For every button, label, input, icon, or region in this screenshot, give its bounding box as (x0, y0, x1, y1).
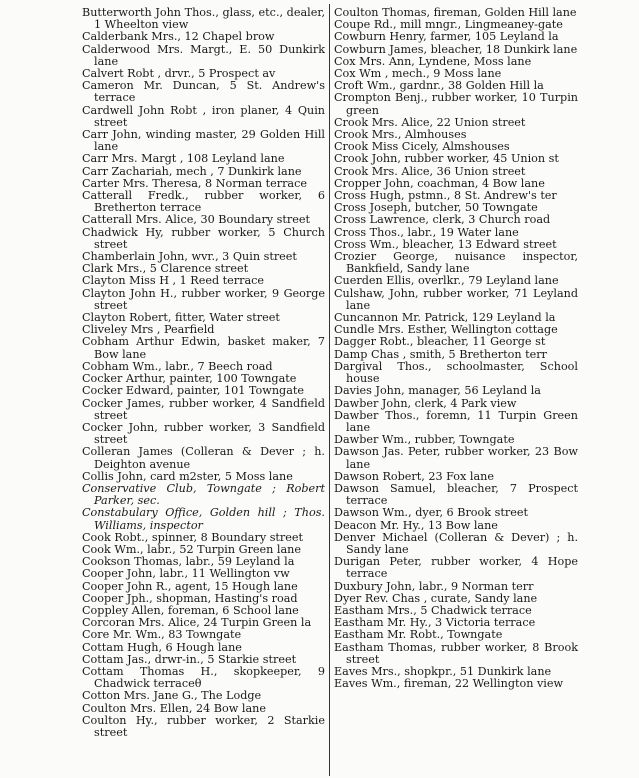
directory-entry: Colleran James (Colleran & Dever ; h. Deighton avenue (82, 445, 325, 471)
directory-entry: Cobham Arthur Edwin, basket maker, 7 Bow lane (82, 335, 325, 361)
directory-entry: Conservative Club, Towngate ; Robert Parker, sec. (82, 481, 325, 508)
directory-entry: Cross Joseph, butcher, 50 Towngate (334, 201, 538, 215)
directory-entry: Culshaw, John, rubber worker, 71 Leyland lane (334, 286, 578, 312)
directory-entry: Core Mr. Wm., 83 Towngate (82, 628, 242, 642)
column-divider (329, 4, 330, 776)
directory-entry: Damp Chas , smith, 5 Bretherton terr (334, 347, 547, 361)
directory-entry: Eastham Mr. Robt., Towngate (334, 628, 503, 642)
directory-entry: Dawson Samuel, bleacher, 7 Prospect terrace (334, 481, 578, 508)
directory-entry: Deacon Mr. Hy., 13 Bow lane (334, 518, 498, 532)
directory-entry: Cardwell John Robt , iron planer, 4 Quin street (82, 103, 325, 129)
directory-entry: Cuncannon Mr. Patrick, 129 Leyland la (334, 311, 556, 325)
directory-entry: Cook Wm., labr., 52 Turpin Green lane (82, 542, 302, 556)
directory-entry: Cropper John, coachman, 4 Bow lane (334, 176, 545, 190)
directory-entry: Crook Miss Cicely, Almshouses (334, 140, 510, 154)
directory-entry: Crook Mrs., Almhouses (334, 128, 467, 142)
right-column (334, 7, 578, 690)
directory-entry: Clayton Miss H , 1 Reed terrace (82, 274, 265, 288)
directory-entry: Cross Thos., labr., 19 Water lane (334, 225, 519, 239)
directory-entry: Croft Wm., gardnr., 38 Golden Hill la (334, 79, 544, 93)
directory-entry: Crozier George, nuisance inspector, Bankfield, Sandy lane (334, 250, 578, 276)
directory-entry: Clark Mrs., 5 Clarence street (82, 262, 249, 276)
directory-entry: Carr Mrs. Margt , 108 Leyland lane (82, 152, 285, 166)
directory-entry: Catterall Fredk., rubber worker, 6 Bretherton terrace (82, 189, 325, 215)
directory-entry: Cox Mrs. Ann, Lyndene, Moss lane (334, 54, 532, 68)
directory-entry: Clayton John H., rubber worker, 9 George street (82, 286, 325, 312)
directory-entry: Collis John, card m2ster, 5 Moss lane (82, 469, 293, 483)
directory-entry: Cowburn Henry, farmer, 105 Leyland la (334, 30, 559, 44)
directory-entry: Cliveley Mrs , Pearfield (82, 323, 215, 337)
directory-entry: Carr Zachariah, mech , 7 Dunkirk lane (82, 164, 302, 178)
directory-entry: Coulton Hy., rubber worker, 2 Starkie street (82, 713, 325, 739)
directory-entry: Cooper John, labr., 11 Wellington vw (82, 567, 290, 581)
directory-entry: Cameron Mr. Duncan, 5 St. Andrew's terrace (82, 79, 325, 105)
directory-entry: Eaves Mrs., shopkpr., 51 Dunkirk lane (334, 664, 552, 678)
directory-entry: Eastham Mr. Hy., 3 Victoria terrace (334, 616, 536, 630)
directory-entry: Cross Lawrence, clerk, 3 Church road (334, 213, 551, 227)
directory-entry: Dawber Wm., rubber, Towngate (334, 433, 515, 447)
directory-entry: Dawber John, clerk, 4 Park view (334, 396, 517, 410)
directory-entry: Carter Mrs. Theresa, 8 Norman terrace (82, 176, 307, 190)
directory-entry: Cocker James, rubber worker, 4 Sandfield street (82, 396, 325, 422)
directory-entry: Cross Wm., bleacher, 13 Edward street (334, 237, 557, 251)
directory-entry: Chamberlain John, wvr., 3 Quin street (82, 250, 297, 264)
directory-entry: Cottam Jas., drwr-in., 5 Starkie street (82, 652, 297, 666)
directory-entry: Cuerden Ellis, overlkr., 79 Leyland lane (334, 274, 559, 288)
directory-entry: Cobham Wm., labr., 7 Beech road (82, 359, 273, 373)
directory-entry: Coulton Thomas, fireman, Golden Hill lane (334, 6, 577, 19)
directory-entry: Dagger Robt., bleacher, 11 George st (334, 335, 546, 349)
directory-entry: Denver Michael (Colleran & Dever) ; h. Sandy lane (334, 530, 578, 556)
directory-entry: Chadwick Hy, rubber worker, 5 Church street (82, 225, 325, 251)
directory-entry: Cooper John R., agent, 15 Hough lane (82, 579, 298, 593)
directory-entry: Cotton Mrs. Jane G., The Lodge (82, 689, 262, 703)
directory-entry: Crook Mrs. Alice, 22 Union street (334, 115, 526, 129)
directory-entry: Eastham Mrs., 5 Chadwick terrace (334, 603, 532, 617)
directory-entry: Dawson Robert, 23 Fox lane (334, 469, 494, 483)
directory-entry: Calderwood Mrs. Margt., E. 50 Dunkirk lane (82, 42, 325, 68)
directory-entry: Duxbury John, labr., 9 Norman terr (334, 579, 534, 593)
directory-entry: Catterall Mrs. Alice, 30 Boundary street (82, 213, 310, 227)
directory-entry: Cocker Edward, painter, 101 Towngate (82, 384, 304, 398)
directory-entry: Eastham Thomas, rubber worker, 8 Brook street (334, 640, 578, 666)
directory-entry: Coppley Allen, foreman, 6 School lane (82, 603, 299, 617)
directory-entry: Coulton Mrs. Ellen, 24 Bow lane (82, 701, 266, 715)
directory-entry: Dargival Thos., schoolmaster, School house (334, 359, 578, 386)
directory-entry: Calderbank Mrs., 12 Chapel brow (82, 30, 275, 44)
directory-entry: Crook John, rubber worker, 45 Union st (334, 152, 559, 166)
left-column (82, 7, 325, 739)
directory-entry: Coupe Rd., mill mngr., Lingmeaney-gate (334, 18, 563, 32)
directory-entry: Clayton Robert, fitter, Water street (82, 311, 280, 325)
directory-entry: Dyer Rev. Chas , curate, Sandy lane (334, 591, 538, 605)
directory-entry: Dawson Wm., dyer, 6 Brook street (334, 506, 528, 520)
directory-entry: Corcoran Mrs. Alice, 24 Turpin Green la (82, 616, 312, 630)
directory-entry: Constabulary Office, Golden hill ; Thos. Williams, inspector (82, 506, 325, 532)
directory-entry: Cooper Jph., shopman, Hasting's road (82, 591, 298, 605)
directory-entry: Calvert Robt , drvr., 5 Prospect av (82, 67, 276, 81)
directory-entry: Cross Hugh, pstmn., 8 St. Andrew's ter (334, 189, 557, 203)
directory-entry: Dawson Jas. Peter, rubber worker, 23 Bow lane (334, 445, 578, 471)
directory-entry: Carr John, winding master, 29 Golden Hill lane (82, 128, 325, 154)
directory-entry: Cowburn James, bleacher, 18 Dunkirk lane (334, 42, 578, 56)
directory-entry: Crompton Benj., rubber worker, 10 Turpin green (334, 91, 578, 117)
directory-entry: Cottam Hugh, 6 Hough lane (82, 640, 242, 654)
directory-entry: Eaves Wm., fireman, 22 Wellington view (334, 677, 564, 691)
directory-entry: Cocker Arthur, painter, 100 Towngate (82, 372, 297, 386)
directory-entry: Cocker John, rubber worker, 3 Sandfield street (82, 420, 325, 447)
directory-entry: Cundle Mrs. Esther, Wellington cottage (334, 323, 558, 337)
directory-entry: Cookson Thomas, labr., 59 Leyland la (82, 555, 295, 569)
directory-entry: Cottam Thomas H., skopkeeper, 9 Chadwick terraceθ (82, 664, 325, 691)
directory-entry: Crook Mrs. Alice, 36 Union street (334, 164, 526, 178)
directory-entry: Butterworth John Thos., glass, etc., dealer, 1 Wheelton view (82, 6, 325, 32)
directory-entry: Cook Robt., spinner, 8 Boundary street (82, 530, 304, 544)
directory-entry: Davies John, manager, 56 Leyland la (334, 384, 541, 398)
directory-entry: Durigan Peter, rubber worker, 4 Hope terrace (334, 555, 578, 581)
directory-entry: Dawber Thos., foremn, 11 Turpin Green lane (334, 408, 578, 434)
directory-entry: Cox Wm , mech., 9 Moss lane (334, 67, 502, 81)
